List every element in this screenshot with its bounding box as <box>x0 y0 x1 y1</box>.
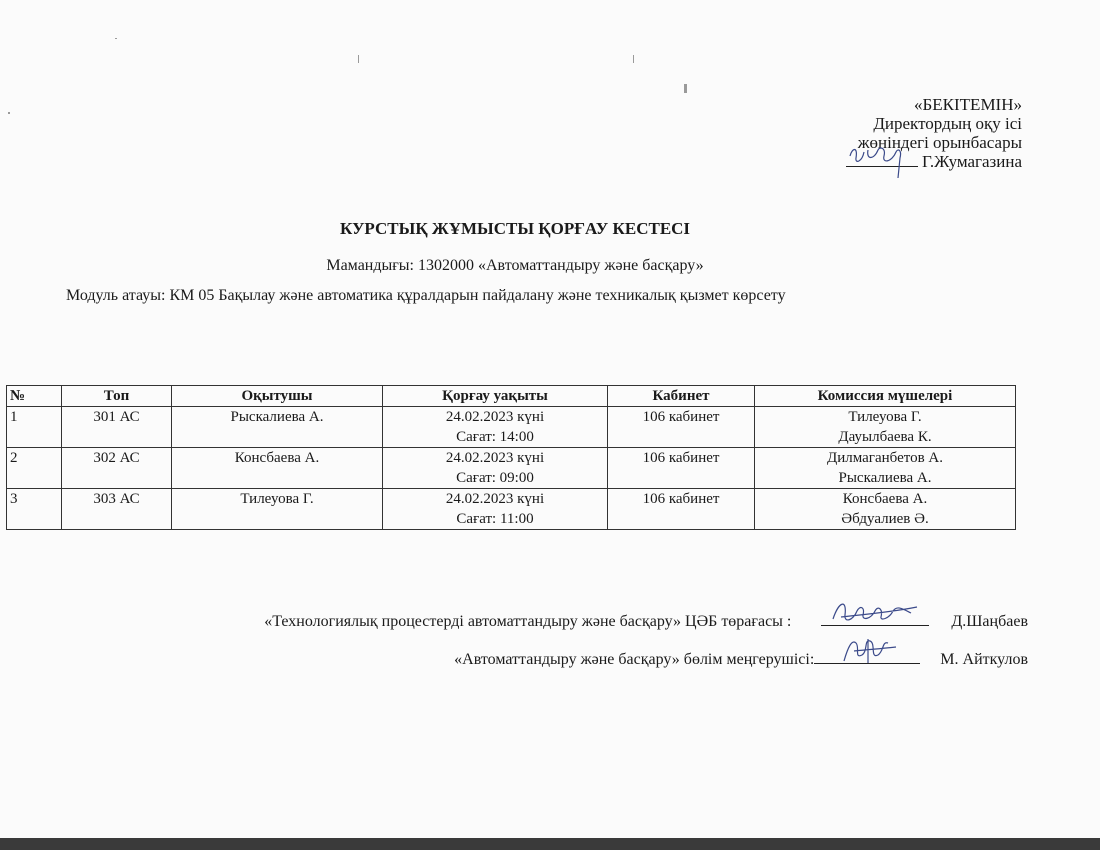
handwritten-signature-icon <box>834 633 904 667</box>
row-defense-time <box>383 448 608 489</box>
row-time: Сағат: 14:00 <box>456 429 534 445</box>
row-commission-member: Консбаева А. <box>842 491 928 507</box>
module-line: Модуль атауы: КМ 05 Бақылау және автоматика құралдарын пайдалану және техникалық қызмет көрсету <box>66 287 786 304</box>
head-title: «Автоматтандыру және басқару» бөлім меңгерушісі: <box>454 651 815 668</box>
row-date: 24.02.2023 күні <box>445 409 545 425</box>
row-commission <box>755 407 1016 448</box>
row-room: 106 кабинет <box>608 448 755 489</box>
defense-schedule-table <box>6 385 1016 530</box>
row-number: 1 <box>7 407 62 448</box>
approval-name: Г.Жумагазина <box>922 152 1022 171</box>
row-teacher: Тилеуова Г. <box>172 489 383 530</box>
approval-block <box>846 95 1022 171</box>
row-defense-time <box>383 407 608 448</box>
scan-speck <box>684 84 687 93</box>
header-room: Кабинет <box>608 386 755 407</box>
header-group: Топ <box>62 386 172 407</box>
row-commission-member: Әбдуалиев Ә. <box>841 511 929 527</box>
table-row <box>7 407 1016 448</box>
approval-signature <box>846 152 918 167</box>
row-group: 302 АС <box>62 448 172 489</box>
table-header-row <box>7 386 1016 407</box>
row-room: 106 кабинет <box>608 489 755 530</box>
row-commission-member: Рыскалиева А. <box>838 470 932 486</box>
header-commission: Комиссия мүшелері <box>755 386 1016 407</box>
row-commission-member: Тилеуова Г. <box>848 409 922 425</box>
table-row <box>7 448 1016 489</box>
chair-title: «Технологиялық процестерді автоматтандыру және басқару» ЦӘБ төрағасы : <box>264 613 792 630</box>
row-number: 2 <box>7 448 62 489</box>
head-name: М. Айткулов <box>940 651 1028 668</box>
row-group: 303 АС <box>62 489 172 530</box>
scan-speck <box>633 55 634 63</box>
row-time: Сағат: 09:00 <box>456 470 534 486</box>
scan-speck <box>115 38 117 39</box>
row-teacher: Консбаева А. <box>172 448 383 489</box>
head-signature-line <box>454 647 1028 669</box>
header-defense-time: Қорғау уақыты <box>383 386 608 407</box>
head-signature <box>814 647 920 664</box>
row-commission <box>755 489 1016 530</box>
approval-position-line1: Директордың оқу ісі <box>873 114 1022 133</box>
row-commission-member: Дилмаганбетов А. <box>827 450 943 466</box>
chair-signature-line <box>264 609 1028 631</box>
row-commission <box>755 448 1016 489</box>
approval-heading: «БЕКІТЕМІН» <box>914 95 1022 114</box>
scan-speck <box>358 55 359 63</box>
document-title: КУРСТЫҚ ЖҰМЫСТЫ ҚОРҒАУ КЕСТЕСІ <box>339 219 691 238</box>
approval-signature-row <box>846 152 1022 171</box>
row-date: 24.02.2023 күні <box>445 491 545 507</box>
table-row <box>7 489 1016 530</box>
row-group: 301 АС <box>62 407 172 448</box>
header-teacher: Оқытушы <box>172 386 383 407</box>
row-room: 106 кабинет <box>608 407 755 448</box>
chair-signature <box>821 609 929 626</box>
handwritten-signature-icon <box>827 595 923 629</box>
chair-name: Д.Шаңбаев <box>951 613 1028 630</box>
header-number: № <box>7 386 62 407</box>
row-time: Сағат: 11:00 <box>456 511 534 527</box>
specialty-line: Мамандығы: 1302000 «Автоматтандыру және басқару» <box>326 257 704 274</box>
row-commission-member: Дауылбаева К. <box>838 429 932 445</box>
scan-speck <box>8 112 10 114</box>
row-defense-time <box>383 489 608 530</box>
row-number: 3 <box>7 489 62 530</box>
row-date: 24.02.2023 күні <box>445 450 545 466</box>
row-teacher: Рыскалиева А. <box>172 407 383 448</box>
scanner-edge <box>0 838 1100 850</box>
approval-position-line2: жөніндегі орынбасары <box>857 133 1022 152</box>
handwritten-signature-icon <box>842 138 922 184</box>
